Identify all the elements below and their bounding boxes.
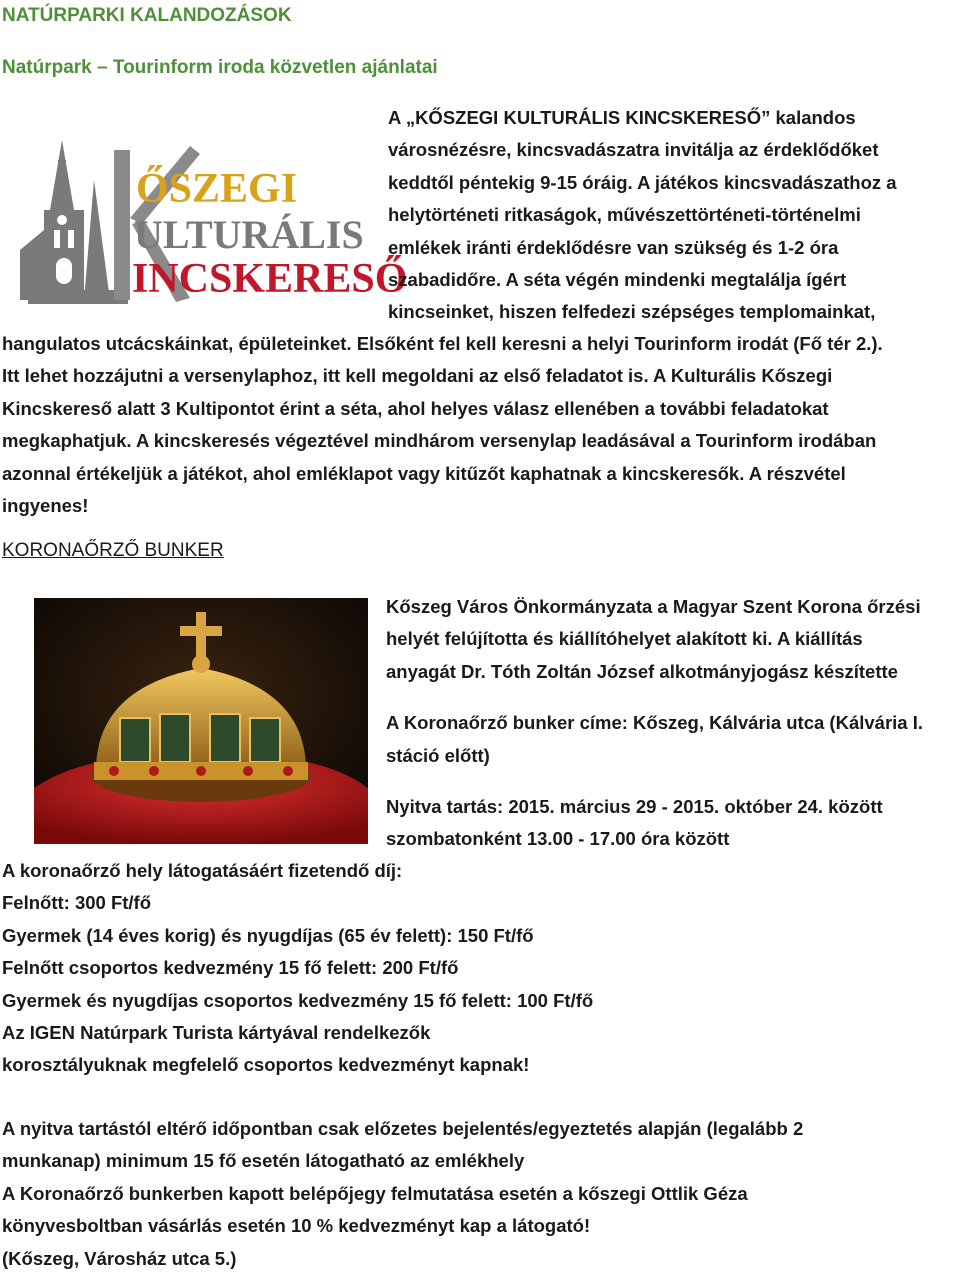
treasure-line: ingyenes! [2,495,89,517]
holy-crown-image [34,598,368,844]
footer-line: munkanap) minimum 15 fő esetén látogatható az emlékhely [2,1150,525,1172]
page-title: NATÚRPARKI KALANDOZÁSOK [2,5,292,26]
treasure-hunt-text [388,102,948,329]
footer-line: A Koronaőrző bunkerben kapott belépőjegy felmutatása esetén a kőszegi Ottlik Géza [2,1182,748,1204]
treasure-line: emlékek iránti érdeklődésre van szükség és 1-2 óra [388,236,839,258]
footer-line: A nyitva tartástól eltérő időpontban csak előzetes bejelentés/egyeztetés alapján (legalább 2 [2,1118,804,1139]
treasure-line: hangulatos utcácskáinkat, épületeinket. Elsőként fel kell keresni a helyi Tourinform irodát (Fő tér 2.). [2,333,883,354]
price-line: Gyermek (14 éves korig) és nyugdíjas (65 év felett): 150 Ft/fő [2,924,534,946]
price-line: korosztályuknak megfelelő csoportos kedvezményt kapnak! [2,1054,530,1076]
bunker-address: stáció előtt) [386,744,490,766]
treasure-line: szabadidőre. A séta végén mindenki megtalálja ígért [388,269,847,291]
treasure-line: helytörténeti ritkaságok, művészettörténeti-történelmi [388,204,861,226]
treasure-line: városnézésre, kincsvadászatra invitálja az érdeklődőket [388,139,879,161]
price-line: Gyermek és nyugdíjas csoportos kedvezmény 15 fő felett: 100 Ft/fő [2,989,594,1011]
price-line: Az IGEN Natúrpark Turista kártyával rendelkezők [2,1022,431,1044]
logo-line1: ŐSZEGI [136,166,298,212]
treasure-line: Itt lehet hozzájutni a versenylaphoz, itt kell megoldani az első feladatot is. A Kulturális Kőszegi [2,365,833,387]
footer-line: könyvesboltban vásárlás esetén 10 % kedvezményt kap a látogató! [2,1215,591,1237]
treasure-line: azonnal értékeljük a játékot, ahol emléklapot vagy kitűzőt kaphatnak a kincskeresők. A részvétel [2,462,846,484]
bunker-hours: Nyitva tartás: 2015. március 29 - 2015. október 24. között [386,796,883,818]
treasure-line: Kincskereső alatt 3 Kultipontot érint a séta, ahol helyes válasz ellenében a további feladatokat [2,397,829,419]
footer-line: (Kőszeg, Városház utca 5.) [2,1247,237,1269]
price-list [2,855,593,1082]
bunker-line: anyagát Dr. Tóth Zoltán József alkotmányjogász készítette [386,660,898,682]
bunker-description [386,591,958,856]
logo-line3: INCSKERESŐ [132,256,408,302]
footer-notes [2,1113,803,1275]
price-line: Felnőtt: 300 Ft/fő [2,892,152,914]
logo-line2: ULTURÁLIS [134,212,364,257]
bunker-line: Kőszeg Város Önkormányzata a Magyar Szent Korona őrzési [386,596,921,617]
koszegi-kincskereso-logo [14,140,408,310]
treasure-line: A „KŐSZEGI KULTURÁLIS KINCSKERESŐ” kalandos [388,107,856,128]
bunker-line: helyét felújította és kiállítóhelyet alakított ki. A kiállítás [386,628,863,650]
treasure-line: kincseinket, hiszen felfedezi szépséges templomainkat, [388,301,876,323]
treasure-hunt-text-continued [2,328,958,522]
price-line: A koronaőrző hely látogatásáért fizetendő díj: [2,860,403,881]
page-subtitle: Natúrpark – Tourinform iroda közvetlen ajánlatai [2,57,438,78]
bunker-hours: szombatonként 13.00 - 17.00 óra között [386,828,730,850]
treasure-line: megkaphatjuk. A kincskeresés végeztével mindhárom versenylap leadásával a Tourinform irodában [2,430,877,452]
price-line: Felnőtt csoportos kedvezmény 15 fő felett: 200 Ft/fő [2,957,459,979]
bunker-address: A Koronaőrző bunker címe: Kőszeg, Kálvária utca (Kálvária I. [386,712,923,734]
bunker-section-title: KORONAŐRZŐ BUNKER [2,540,224,561]
treasure-line: keddtől péntekig 9-15 óráig. A játékos kincsvadászathoz a [388,171,897,193]
